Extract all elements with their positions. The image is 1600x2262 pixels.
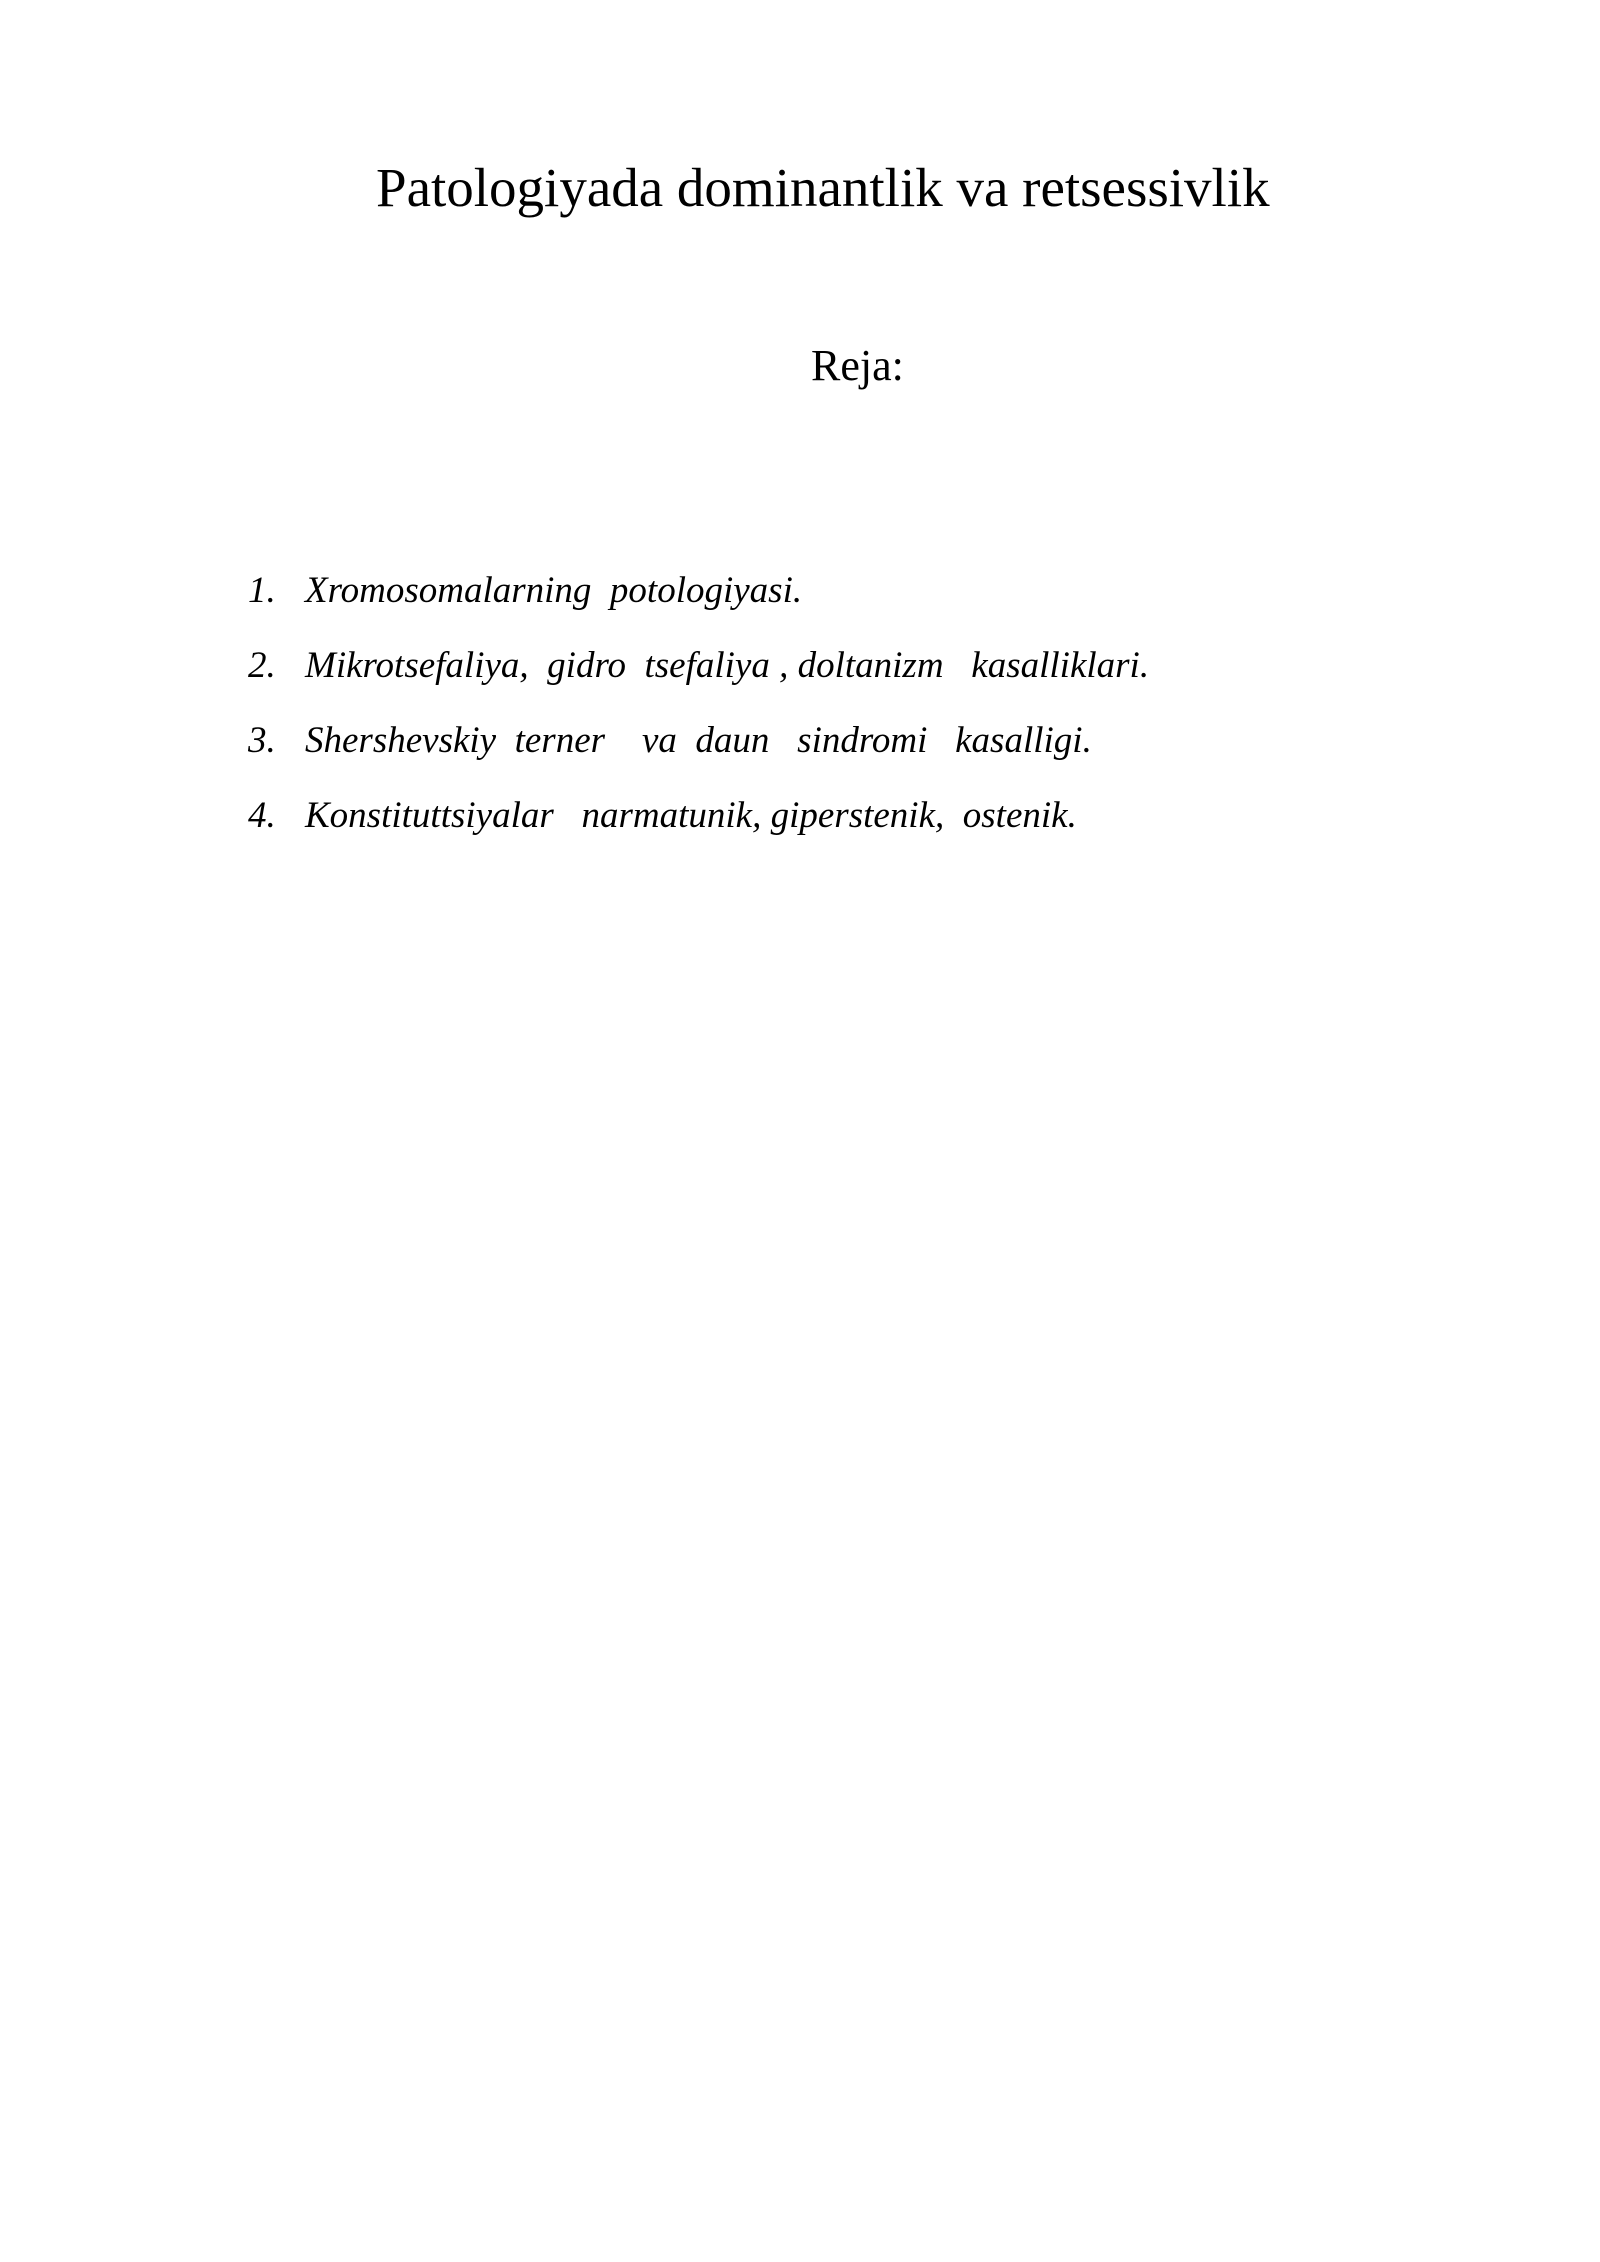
- plan-item: [248, 791, 1149, 866]
- plan-item: [248, 716, 1149, 791]
- plan-list: [248, 566, 1149, 866]
- plan-item-text: Xromosomalarning potologiyasi.: [305, 570, 803, 611]
- plan-item-number: 4.: [248, 795, 276, 836]
- document-title: Patologiyada dominantlik va retsessivlik: [376, 157, 1270, 218]
- plan-item-number: 1.: [248, 570, 276, 611]
- plan-item: [248, 641, 1149, 716]
- plan-heading: Reja:: [811, 341, 904, 390]
- plan-item-text: Konstituttsiyalar narmatunik, giperstenik, ostenik.: [305, 795, 1077, 836]
- plan-item-number: 3.: [248, 720, 276, 761]
- plan-item-number: 2.: [248, 645, 276, 686]
- plan-item-text: Shershevskiy terner va daun sindromi kasalligi.: [305, 720, 1092, 761]
- plan-item-text: Mikrotsefaliya, gidro tsefaliya , doltanizm kasalliklari.: [305, 645, 1150, 686]
- plan-item: [248, 566, 1149, 641]
